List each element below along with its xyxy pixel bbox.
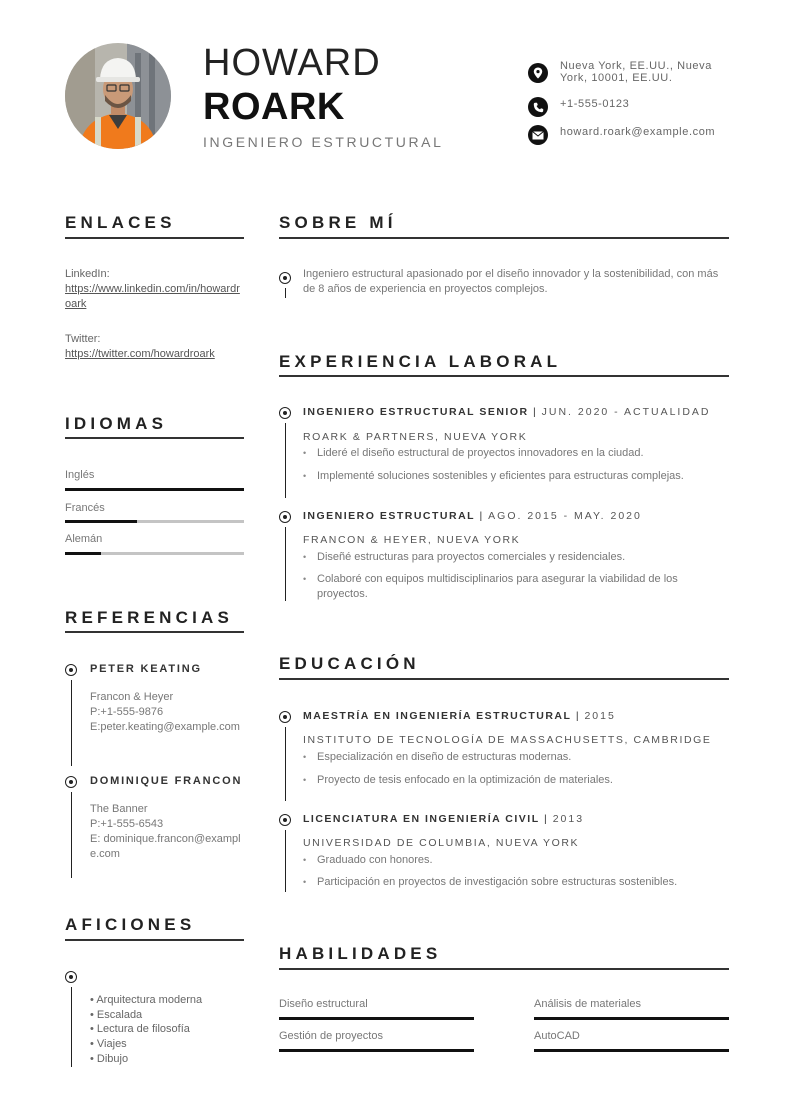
reference-name: PETER KEATING [90,663,202,675]
skill-bar [279,1017,474,1020]
linkedin-label: LinkedIn: [65,268,110,280]
hobby-item: • Arquitectura moderna [90,993,202,1008]
skill-label: Diseño estructural [279,998,368,1010]
timeline-line [285,288,286,298]
reference-name: DOMINIQUE FRANCON [90,775,243,787]
first-name: HOWARD [203,42,381,84]
phone-text: +1-555-0123 [560,98,630,110]
linkedin-block [65,267,245,312]
timeline-dot-icon [65,776,77,788]
reference-details [90,802,245,862]
contact-address [528,60,738,84]
language-level-bar [65,488,244,491]
language-level-bar [65,552,244,555]
about-rule [279,237,729,239]
education-bullet: • Proyecto de tesis enfocado en la optimización de materiales. [303,773,728,788]
timeline-line [285,727,286,801]
timeline-line [71,680,72,766]
skill-label: Análisis de materiales [534,998,641,1010]
experience-role: INGENIERO ESTRUCTURAL SENIOR [303,406,529,418]
education-degree: LICENCIATURA EN INGENIERÍA CIVIL [303,813,540,825]
language-label: Inglés [65,469,95,481]
reference-phone: P:+1-555-6543 [90,818,164,830]
hobby-item: • Viajes [90,1037,202,1052]
hobby-item: • Escalada [90,1008,202,1023]
skill-label: Gestión de proyectos [279,1030,383,1042]
education-degree: MAESTRÍA EN INGENIERÍA ESTRUCTURAL [303,710,572,722]
experience-bullet: • Implementé soluciones sostenibles y eficientes para estructuras complejas. [303,469,728,484]
languages-title: IDIOMAS [65,414,168,433]
experience-date: AGO. 2015 - MAY. 2020 [488,510,642,522]
skill-bar [279,1049,474,1052]
experience-heading: INGENIERO ESTRUCTURAL SENIOR | JUN. 2020 - ACTUALIDAD [303,406,711,418]
skill-label: AutoCAD [534,1030,580,1042]
experience-company: FRANCON & HEYER, NUEVA YORK [303,534,521,546]
about-title: SOBRE MÍ [279,213,397,232]
timeline-dot-icon [279,511,291,523]
reference-details [90,690,245,735]
reference-company: The Banner [90,803,148,815]
about-text: Ingeniero estructural apasionado por el diseño innovador y la sostenibilidad, con más de 8 años de experiencia en proyectos complejos. [303,268,719,295]
skill-bar [534,1017,729,1020]
contact-phone [528,97,738,117]
phone-icon [528,97,548,117]
education-school: INSTITUTO DE TECNOLOGÍA DE MASSACHUSETTS, CAMBRIDGE [303,734,712,746]
address-text: Nueva York, EE.UU., Nueva York, 10001, EE.UU. [560,60,712,84]
reference-email: E:peter.keating@example.com [90,721,240,733]
twitter-block [65,332,245,362]
skills-rule [279,968,729,970]
timeline-dot-icon [279,272,291,284]
experience-role: INGENIERO ESTRUCTURAL [303,510,476,522]
skill-bar [534,1049,729,1052]
education-bullet: • Participación en proyectos de investigación sobre estructuras sostenibles. [303,875,728,890]
reference-email: E: dominique.francon@example.com [90,833,241,860]
language-level-fill [65,488,244,491]
timeline-line [71,987,72,1067]
experience-rule [279,375,729,377]
education-rule [279,678,729,680]
timeline-line [285,830,286,892]
hobbies-title: AFICIONES [65,915,196,934]
education-bullet: • Graduado con honores. [303,853,728,868]
experience-bullet: • Lideré el diseño estructural de proyectos innovadores en la ciudad. [303,446,728,461]
twitter-label: Twitter: [65,333,101,345]
language-level-fill [65,520,137,523]
experience-bullet: • Colaboré con equipos multidisciplinarios para asegurar la viabilidad de los proyectos. [303,572,728,602]
experience-company: ROARK & PARTNERS, NUEVA YORK [303,431,528,443]
languages-rule [65,437,244,439]
email-text: howard.roark@example.com [560,126,716,138]
twitter-link[interactable]: https://twitter.com/howardroark [65,348,215,360]
profile-photo [65,43,171,149]
hobby-item: • Lectura de filosofía [90,1022,202,1037]
linkedin-link[interactable]: https://www.linkedin.com/in/howardroark [65,283,240,310]
education-date: 2015 [584,710,616,722]
hobby-item: • Dibujo [90,1052,202,1067]
last-name: ROARK [203,86,345,128]
references-title: REFERENCIAS [65,608,234,627]
timeline-line [285,423,286,498]
education-heading: MAESTRÍA EN INGENIERÍA ESTRUCTURAL | 2015 [303,710,616,722]
contact-email [528,125,738,145]
references-rule [65,631,244,633]
job-title: INGENIERO ESTRUCTURAL [203,134,444,150]
experience-date: JUN. 2020 - ACTUALIDAD [541,406,711,418]
reference-phone: P:+1-555-9876 [90,706,164,718]
language-label: Francés [65,502,105,514]
education-date: 2013 [552,813,585,825]
location-pin-icon [528,63,548,83]
education-heading: LICENCIATURA EN INGENIERÍA CIVIL | 2013 [303,813,585,825]
timeline-dot-icon [279,407,291,419]
reference-company: Francon & Heyer [90,691,174,703]
education-bullet: • Especialización en diseño de estructuras modernas. [303,750,728,765]
education-school: UNIVERSIDAD DE COLUMBIA, NUEVA YORK [303,837,580,849]
timeline-dot-icon [65,971,77,983]
envelope-icon [528,125,548,145]
timeline-dot-icon [279,711,291,723]
skills-title: HABILIDADES [279,944,442,963]
language-label: Alemán [65,533,103,545]
experience-title: EXPERIENCIA LABORAL [279,352,562,371]
hobby-list [90,993,202,1067]
timeline-line [71,792,72,878]
links-title: ENLACES [65,213,176,232]
timeline-line [285,527,286,601]
timeline-dot-icon [65,664,77,676]
experience-bullet: • Diseñé estructuras para proyectos comerciales y residenciales. [303,550,728,565]
hobbies-rule [65,939,244,941]
language-level-fill [65,552,101,555]
education-title: EDUCACIÓN [279,654,420,673]
language-level-bar [65,520,244,523]
timeline-dot-icon [279,814,291,826]
experience-heading: INGENIERO ESTRUCTURAL | AGO. 2015 - MAY. 2020 [303,510,642,522]
links-rule [65,237,244,239]
